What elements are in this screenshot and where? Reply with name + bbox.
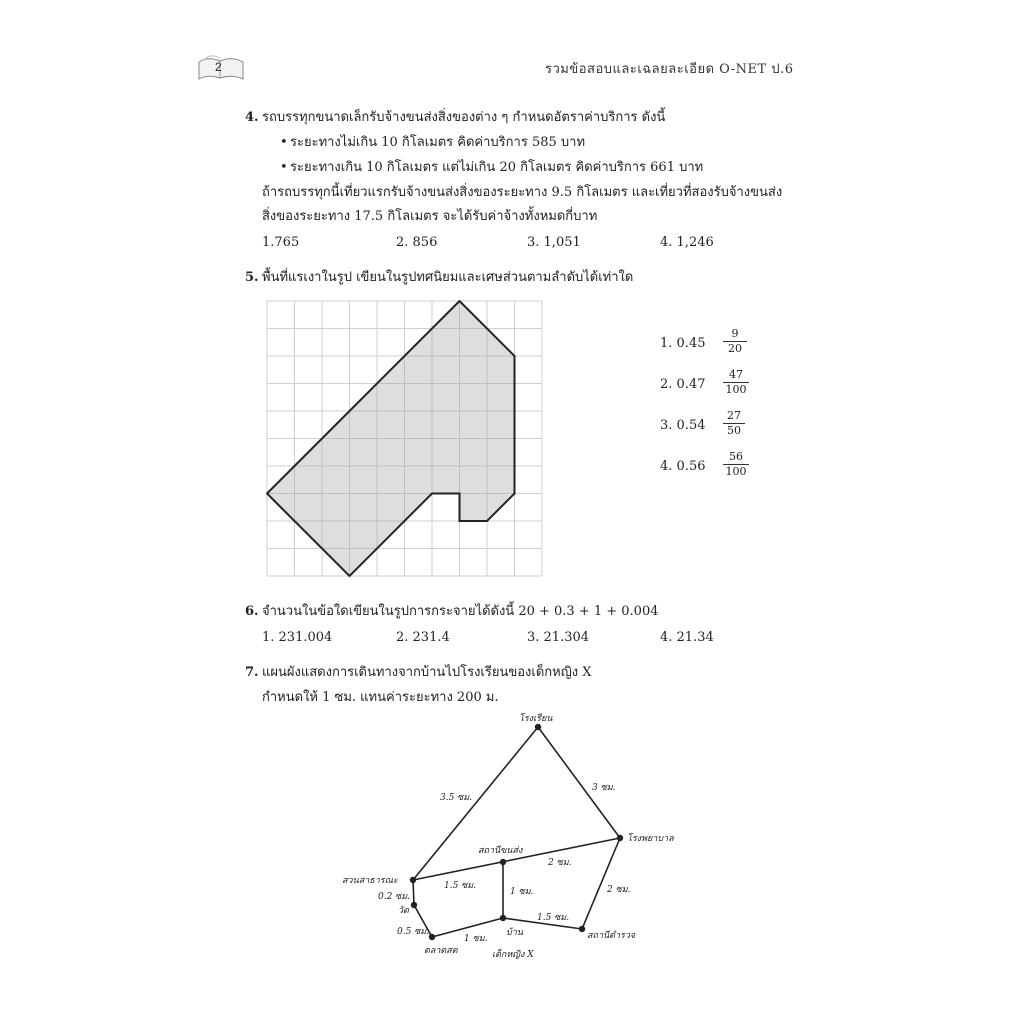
choice-3[interactable]: 3. 1,051: [527, 235, 581, 250]
question-text: พื้นที่แรเงาในรูป เขียนในรูปทศนิยมและเศษส่วนตามลำดับได้เท่าใด: [262, 270, 634, 285]
distance-park-bus: 1.5 ซม.: [444, 881, 477, 891]
bullet-item: ระยะทางไม่เกิน 10 กิโลเมตร คิดค่าบริการ 585 บาท: [290, 135, 586, 150]
book-title: รวมข้อสอบและเฉลยละเอียด O-NET ป.6: [545, 62, 794, 77]
label-market: ตลาดสด: [424, 946, 458, 956]
choice-1[interactable]: 1.765: [262, 235, 300, 250]
choice-4[interactable]: 4. 1,246: [660, 235, 714, 250]
question-number: 6.: [245, 604, 259, 619]
choice-2[interactable]: 2. 231.4: [396, 630, 450, 645]
choice-2-fraction: $\frac{47}{100}$: [723, 369, 749, 396]
label-temple: วัด: [398, 906, 409, 916]
distance-hospital-police: 2 ซม.: [607, 885, 631, 895]
node-temple: [411, 902, 417, 908]
choice-4-fraction: $\frac{56}{100}$: [723, 451, 749, 478]
question-text-line: สิ่งของระยะทาง 17.5 กิโลเมตร จะได้รับค่าจ้างทั้งหมดกี่บาท: [262, 209, 598, 224]
choice-1-fraction: $\frac{9}{20}$: [723, 328, 747, 355]
choice-4[interactable]: 4. 0.56: [660, 459, 706, 474]
question-number: 5.: [245, 270, 259, 285]
node-home: [500, 915, 506, 921]
question-text: จำนวนในข้อใดเขียนในรูปการกระจายได้ดังนี้ 20 + 0.3 + 1 + 0.004: [262, 604, 659, 619]
question-number: 4.: [245, 110, 259, 125]
distance-bus-hospital: 2 ซม.: [548, 858, 572, 868]
label-home: บ้าน: [506, 928, 523, 938]
choice-3-fraction: $\frac{27}{50}$: [723, 410, 745, 437]
bullet-icon: •: [280, 135, 288, 150]
node-bus-station: [500, 859, 506, 865]
distance-market-home: 1 ซม.: [464, 934, 488, 944]
distance-park-school: 3.5 ซม.: [440, 793, 473, 803]
question-text-line: กำหนดให้ 1 ซม. แทนค่าระยะทาง 200 ม.: [262, 690, 499, 705]
node-park: [410, 877, 416, 883]
distance-temple-market: 0.5 ซม.: [397, 927, 430, 937]
question-text-line: ถ้ารถบรรทุกนี้เที่ยวแรกรับจ้างขนส่งสิ่งของระยะทาง 9.5 กิโลเมตร และเที่ยวที่สองรับจ้างขนส่ง: [262, 185, 783, 200]
choice-4[interactable]: 4. 21.34: [660, 630, 714, 645]
choice-3[interactable]: 3. 21.304: [527, 630, 590, 645]
label-hospital: โรงพยาบาล: [627, 834, 674, 844]
node-police: [579, 926, 585, 932]
question-text: รถบรรทุกขนาดเล็กรับจ้างขนส่งสิ่งของต่าง ๆ กำหนดอัตราค่าบริการ ดังนี้: [262, 110, 666, 125]
node-market: [429, 934, 435, 940]
distance-school-hospital: 3 ซม.: [592, 783, 616, 793]
distance-park-temple: 0.2 ซม.: [378, 892, 411, 902]
question-number: 7.: [245, 665, 259, 680]
choice-1[interactable]: 1. 0.45: [660, 336, 706, 351]
label-park: สวนสาธารณะ: [342, 876, 398, 886]
label-bus-station: สถานีขนส่ง: [478, 846, 523, 856]
question-text: แผนผังแสดงการเดินทางจากบ้านไปโรงเรียนของเด็กหญิง X: [262, 665, 592, 680]
label-police: สถานีตำรวจ: [587, 931, 636, 941]
choice-3[interactable]: 3. 0.54: [660, 418, 706, 433]
label-school: โรงเรียน: [519, 714, 553, 724]
bullet-item: ระยะทางเกิน 10 กิโลเมตร แต่ไม่เกิน 20 กิโลเมตร คิดค่าบริการ 661 บาท: [290, 160, 704, 175]
choice-2[interactable]: 2. 0.47: [660, 377, 706, 392]
distance-bus-home: 1 ซม.: [510, 887, 534, 897]
choice-1[interactable]: 1. 231.004: [262, 630, 333, 645]
distance-home-police: 1.5 ซม.: [537, 913, 570, 923]
choice-2[interactable]: 2. 856: [396, 235, 438, 250]
page-number: 2: [215, 60, 222, 74]
node-hospital: [617, 835, 623, 841]
label-home-owner: เด็กหญิง X: [492, 950, 534, 960]
bullet-icon: •: [280, 160, 288, 175]
route-lines: [413, 727, 620, 937]
